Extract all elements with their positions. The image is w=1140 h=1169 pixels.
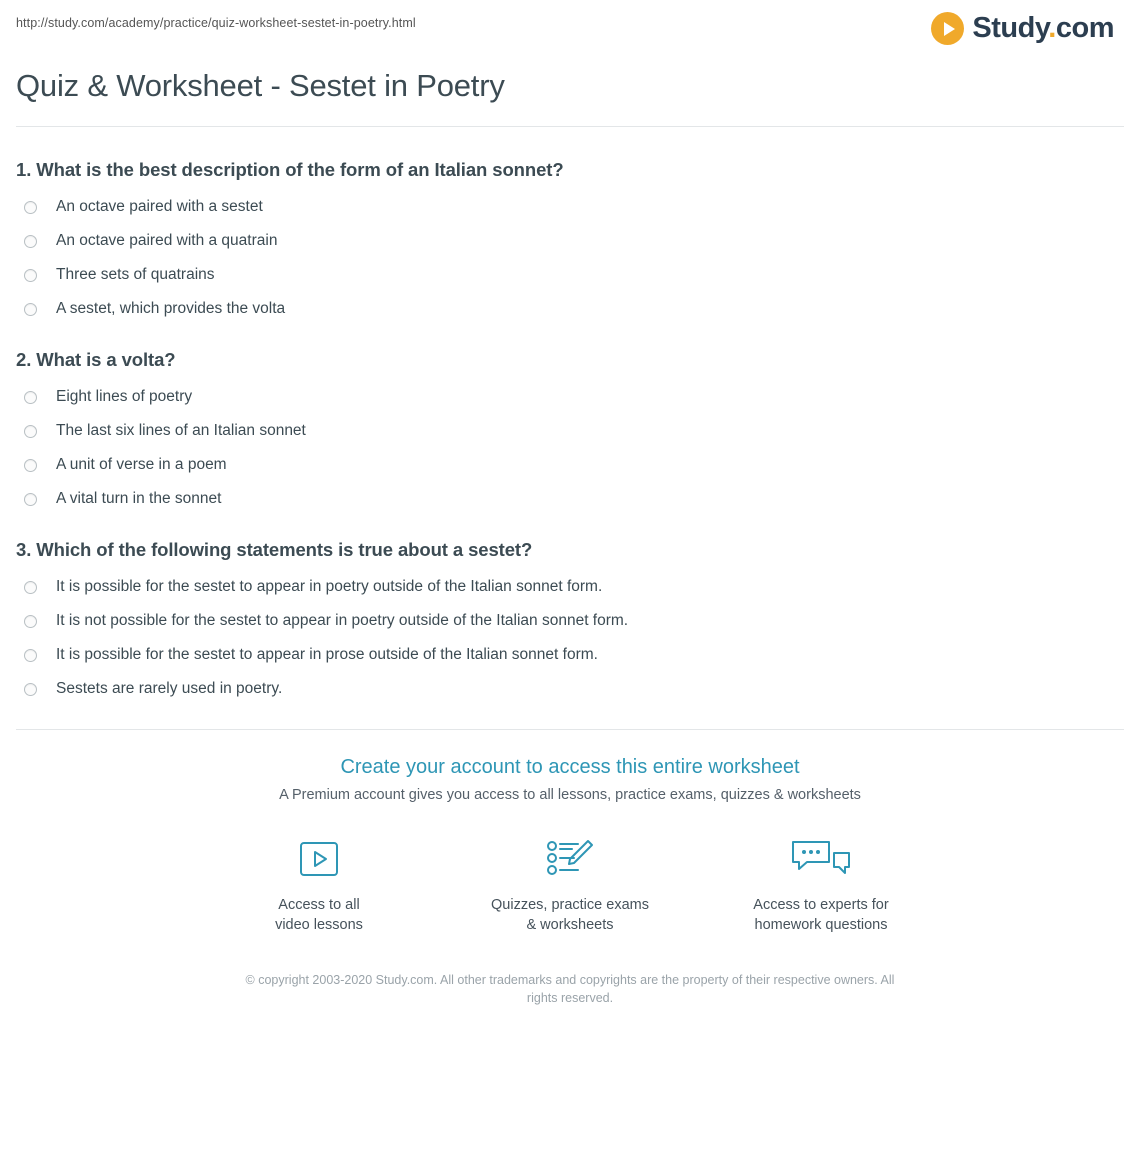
study-com-logo[interactable] [931, 12, 1124, 45]
radio-icon[interactable] [24, 493, 37, 506]
question-1 [16, 159, 1124, 319]
choice-label: The last six lines of an Italian sonnet [56, 422, 306, 439]
choice-option[interactable] [16, 421, 1124, 441]
question-3 [16, 539, 1124, 699]
radio-icon[interactable] [24, 391, 37, 404]
choice-option[interactable] [16, 265, 1124, 285]
question-text: 2. What is a volta? [16, 349, 176, 370]
choice-option[interactable] [16, 679, 1124, 699]
perk-video-lessons [237, 835, 402, 935]
radio-icon[interactable] [24, 649, 37, 662]
page-url: http://study.com/academy/practice/quiz-worksheet-sestet-in-poetry.html [16, 16, 416, 30]
radio-icon[interactable] [24, 303, 37, 316]
choice-option[interactable] [16, 645, 1124, 665]
choice-label: It is possible for the sestet to appear in prose outside of the Italian sonnet form. [56, 646, 598, 663]
choice-label: Three sets of quatrains [56, 266, 215, 283]
question-2 [16, 349, 1124, 509]
questions-list [16, 127, 1124, 699]
perks-list [16, 835, 1124, 935]
perk-line-2: homework questions [754, 917, 888, 933]
logo-brand: Study [972, 12, 1049, 44]
choice-label: Sestets are rarely used in poetry. [56, 680, 283, 697]
perk-line-2: video lessons [275, 917, 363, 933]
choice-label: A vital turn in the sonnet [56, 490, 222, 507]
radio-icon[interactable] [24, 615, 37, 628]
page-header [16, 0, 1124, 54]
perk-line-1: Access to all [278, 897, 360, 913]
chat-bubbles-icon [739, 835, 904, 883]
copyright-notice: © copyright 2003-2020 Study.com. All other trademarks and copyrights are the property of their respective owners. All rights reserved. [245, 973, 895, 1005]
play-icon [931, 12, 964, 45]
radio-icon[interactable] [24, 425, 37, 438]
choice-label: A unit of verse in a poem [56, 456, 227, 473]
perk-line-1: Quizzes, practice exams [491, 897, 649, 913]
perk-line-1: Access to experts for [753, 897, 889, 913]
logo-dot: . [1048, 12, 1056, 44]
choice-label: An octave paired with a sestet [56, 198, 263, 215]
question-text: 1. What is the best description of the form of an Italian sonnet? [16, 159, 564, 180]
perk-line-2: & worksheets [526, 917, 614, 933]
choice-option[interactable] [16, 577, 1124, 597]
checklist-pencil-icon [488, 835, 653, 883]
perk-expert-help [739, 835, 904, 935]
radio-icon[interactable] [24, 683, 37, 696]
choice-label: It is not possible for the sestet to appear in poetry outside of the Italian sonnet form. [56, 612, 629, 629]
video-player-icon [237, 835, 402, 883]
choice-label: A sestet, which provides the volta [56, 300, 286, 317]
radio-icon[interactable] [24, 459, 37, 472]
choice-option[interactable] [16, 197, 1124, 217]
radio-icon[interactable] [24, 581, 37, 594]
radio-icon[interactable] [24, 235, 37, 248]
choice-option[interactable] [16, 455, 1124, 475]
perk-quizzes-worksheets [488, 835, 653, 935]
radio-icon[interactable] [24, 269, 37, 282]
logo-tld: com [1055, 12, 1114, 44]
choice-option[interactable] [16, 231, 1124, 251]
page-title: Quiz & Worksheet - Sestet in Poetry [16, 68, 505, 103]
question-text: 3. Which of the following statements is true about a sestet? [16, 539, 533, 560]
choice-label: An octave paired with a quatrain [56, 232, 278, 249]
logo-text [972, 12, 1114, 45]
promo-section [16, 730, 1124, 1007]
choice-option[interactable] [16, 611, 1124, 631]
promo-title[interactable]: Create your account to access this entire worksheet [340, 756, 800, 778]
choice-label: It is possible for the sestet to appear in poetry outside of the Italian sonnet form. [56, 578, 603, 595]
choice-option[interactable] [16, 387, 1124, 407]
choice-label: Eight lines of poetry [56, 388, 193, 405]
radio-icon[interactable] [24, 201, 37, 214]
choice-option[interactable] [16, 299, 1124, 319]
promo-subtitle: A Premium account gives you access to all lessons, practice exams, quizzes & worksheets [279, 787, 861, 803]
choice-option[interactable] [16, 489, 1124, 509]
